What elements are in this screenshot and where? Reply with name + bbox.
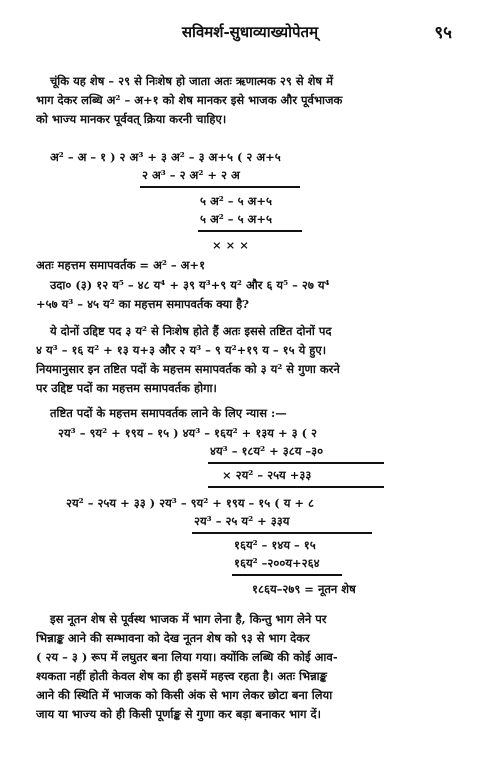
division2-line2: ४य³ – १८य² + ३८य –३० — [210, 444, 324, 458]
division3-line4: १६य² –२००य+२६४ — [234, 556, 320, 570]
explain-paragraph — [36, 322, 466, 398]
result-line: अतः महत्तम समापवर्तक = अ² – अ+१ — [36, 258, 206, 272]
division-rule — [198, 230, 302, 232]
text-line: को भाज्य मानकर पूर्ववत् क्रिया करनी चाहिए। — [36, 112, 227, 126]
text-line: नियमानुसार इन तष्टित पदों के महत्तम समापवर्तक को ३ य² से गुणा करने — [36, 362, 340, 376]
text-line: चूंकि यह शेष – २९ से निःशेष हो जाता अतः ऋणात्मक २९ से शेष में — [50, 74, 333, 88]
intro-paragraph — [36, 72, 466, 129]
final-paragraph — [36, 610, 466, 724]
division1-line4: ५ अ² – ५ अ+५ — [200, 212, 272, 226]
division3-line3: १६य² – १४य – १५ — [234, 538, 316, 552]
nyas-label: तष्टित पदों के महत्तम समापवर्तक लाने के लिए न्यास :— — [50, 406, 287, 420]
page-number: ९५ — [434, 23, 452, 43]
text-line: इस नूतन शेष से पूर्वस्थ भाजक में भाग लेना है, किन्तु भाग लेने पर — [50, 612, 327, 626]
division-rule — [208, 486, 384, 488]
division1-line2: २ अ³ – २ अ² + २ अ — [142, 168, 240, 182]
division3-line1: २य² – २५य + ३३ ) २य³ – ९य² + १९य – १५ ( य + ८ — [66, 496, 314, 510]
text-line: उदा० (३) १२ य⁵ – ४८ य⁴ + ३९ य³+९ य² और ६ य⁵ – २७ य⁴ — [50, 278, 330, 292]
text-line: +५७ य³ – ४५ य² का महत्तम समापवर्तक क्या है? — [36, 297, 249, 311]
division1-line1: अ² – अ – १ ) २ अ³ + ३ अ² – ३ अ+५ ( २ अ+५ — [50, 150, 281, 164]
text-line: पर उद्दिष्ट पदों का महत्तम समापवर्तक होगा। — [36, 381, 217, 395]
division-rule — [140, 186, 300, 188]
text-line: ये दोनों उद्दिष्ट पद ३ य² से निःशेष होते हैं अतः इससे तष्टित दोनों पद — [50, 324, 332, 338]
text-line: जाय या भाज्य को ही किसी पूर्णाङ्क से गुणा कर बड़ा बनाकर भाग दें। — [36, 707, 321, 721]
text-line: भाग देकर लब्धि अ² – अ+१ को शेष मानकर इसे भाजक और पूर्वभाजक — [36, 93, 343, 107]
page-header — [0, 20, 500, 46]
text-line: भिन्नाङ्क आने की सम्भावना को देख नूतन शेष को ९३ से भाग देकर — [36, 631, 310, 645]
division-rule — [232, 574, 342, 576]
running-title: सविमर्श-सुधाव्याख्योपेतम् — [181, 23, 319, 41]
division2-line3: × २य² – २५य +३३ — [222, 468, 312, 482]
text-line: श्यकता नहीं होती केवल शेष का ही इसमें महत्त्व रहता है। अतः भिन्नाङ्क — [36, 669, 327, 683]
text-line: ४ य³ – १६ य² + १३ य+३ और २ य³ – ९ य²+१९ य – १५ ये हुए। — [36, 343, 327, 357]
text-line: आने की स्थिति में भाजक को किसी अंक से भाग लेकर छोटा बना लिया — [36, 688, 333, 702]
division3-line2: २य³ – २५ य² + ३३य — [194, 514, 290, 528]
example-paragraph — [36, 276, 466, 314]
new-remainder: १८६य–२७९ = नूतन शेष — [252, 582, 356, 596]
division2-line1: २य³ – ९य² + १९य – १५ ) ४य³ – १६य² + १३य + ३ ( २ — [58, 426, 318, 440]
division1-line5: × × × — [212, 238, 249, 252]
division-rule — [208, 462, 384, 464]
text-line: ( २य – ३ ) रूप में लघुतर बना लिया गया। क्योंकि लब्धि की कोई आव- — [36, 650, 338, 664]
division-rule — [192, 532, 372, 534]
division1-line3: ५ अ² – ५ अ+५ — [200, 194, 272, 208]
